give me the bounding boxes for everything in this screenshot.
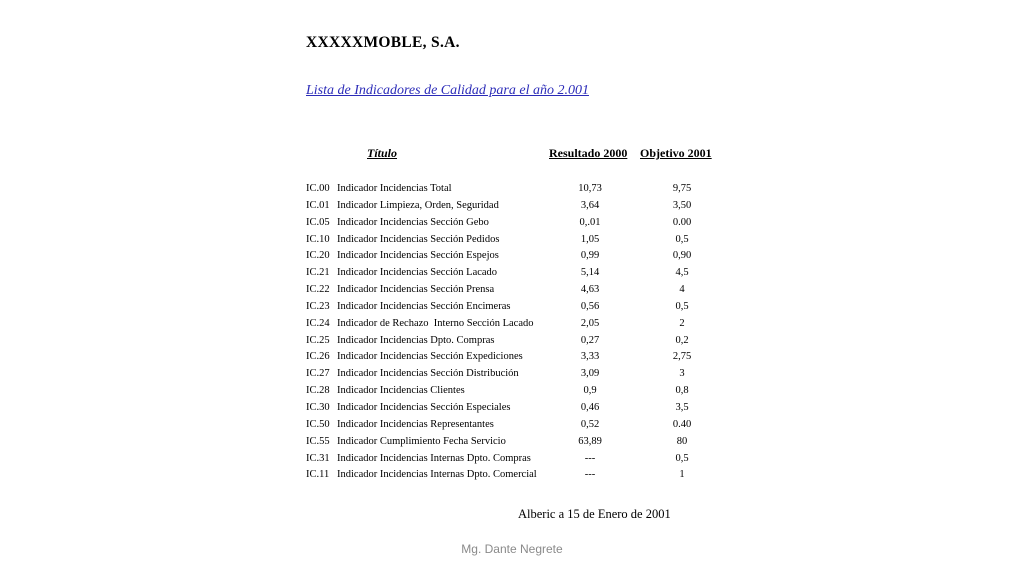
objective-2001: 0.00	[672, 216, 692, 228]
table-row	[0, 234, 1024, 251]
indicator-code: IC.00	[306, 183, 330, 194]
indicator-name: Indicador Incidencias Internas Dpto. Comercial	[337, 469, 537, 481]
column-header-title: Título	[367, 146, 398, 160]
objective-2001: 0.40	[672, 418, 692, 430]
table-row	[0, 284, 1024, 301]
result-2000: 3,09	[580, 368, 600, 380]
indicator-code: IC.24	[306, 317, 330, 329]
indicator-code: IC.11	[306, 469, 330, 481]
table-row	[0, 351, 1024, 368]
company-name: XXXXXMOBLE, S.A.	[306, 34, 460, 51]
result-2000: 3,64	[580, 199, 600, 211]
table-row	[0, 402, 1024, 419]
table-row	[0, 469, 1024, 486]
objective-2001: 9,75	[672, 183, 692, 194]
result-2000: 63,89	[578, 435, 602, 447]
result-2000: 0,9	[583, 385, 597, 397]
result-2000: ---	[584, 452, 596, 464]
indicator-name: Indicador Incidencias Sección Pedidos	[337, 233, 500, 245]
objective-2001: 4	[679, 284, 685, 296]
objective-2001: 0,5	[675, 300, 689, 312]
objective-2001: 0,8	[675, 385, 689, 397]
objective-2001: 2	[679, 317, 685, 329]
indicator-name: Indicador Incidencias Representantes	[337, 418, 494, 430]
result-2000: 5,14	[580, 267, 600, 279]
objective-2001: 2,75	[672, 351, 692, 363]
result-2000: 0,27	[580, 334, 600, 346]
indicator-name: Indicador Incidencias Sección Prensa	[337, 284, 495, 296]
indicator-code: IC.10	[306, 233, 330, 245]
result-2000: 0,52	[580, 418, 600, 430]
indicator-name: Indicador Incidencias Dpto. Compras	[337, 334, 495, 346]
objective-2001: 0,2	[675, 334, 689, 346]
indicator-code: IC.25	[306, 334, 330, 346]
table-row	[0, 335, 1024, 352]
result-2000: 2,05	[580, 317, 600, 329]
table-row	[0, 436, 1024, 453]
indicator-code: IC.27	[306, 368, 330, 380]
indicator-name: Indicador Incidencias Total	[337, 183, 452, 194]
table-row	[0, 183, 1024, 200]
objective-2001: 3,5	[675, 401, 689, 413]
indicator-code: IC.30	[306, 401, 330, 413]
result-2000: 0,46	[580, 401, 600, 413]
indicator-name: Indicador Limpieza, Orden, Seguridad	[337, 199, 499, 211]
objective-2001: 0,5	[675, 452, 689, 464]
indicator-name: Indicador Incidencias Clientes	[337, 385, 465, 397]
objective-2001: 80	[676, 435, 688, 447]
result-2000: 0,99	[580, 250, 600, 262]
result-2000: 1,05	[580, 233, 600, 245]
column-header-objective: Objetivo 2001	[640, 146, 712, 160]
indicator-code: IC.26	[306, 351, 330, 363]
indicator-code: IC.01	[306, 199, 330, 211]
objective-2001: 3	[679, 368, 685, 380]
table-row	[0, 267, 1024, 284]
objective-2001: 4,5	[675, 267, 689, 279]
indicator-name: Indicador de Rechazo Interno Sección Lacado	[337, 317, 534, 329]
indicator-name: Indicador Incidencias Sección Distribución	[337, 368, 519, 380]
indicator-code: IC.55	[306, 435, 330, 447]
result-2000: 4,63	[580, 284, 600, 296]
indicator-name: Indicador Incidencias Sección Gebo	[337, 216, 489, 228]
indicator-code: IC.23	[306, 300, 330, 312]
table-row	[0, 250, 1024, 267]
author-credit: Mg. Dante Negrete	[461, 542, 563, 556]
result-2000: 0,.01	[579, 216, 601, 228]
column-header-result: Resultado 2000	[549, 146, 628, 160]
indicator-name: Indicador Incidencias Sección Especiales	[337, 401, 511, 413]
table-row	[0, 419, 1024, 436]
table-row	[0, 453, 1024, 470]
objective-2001: 0,5	[675, 233, 689, 245]
objective-2001: 1	[679, 469, 685, 481]
result-2000: 10,73	[578, 183, 602, 194]
indicator-code: IC.05	[306, 216, 330, 228]
table-row	[0, 217, 1024, 234]
indicator-table	[0, 183, 1024, 486]
table-row	[0, 200, 1024, 217]
table-row	[0, 301, 1024, 318]
result-2000: 3,33	[580, 351, 600, 363]
indicator-code: IC.31	[306, 452, 330, 464]
table-row	[0, 385, 1024, 402]
footer-date: Alberic a 15 de Enero de 2001	[518, 507, 671, 521]
indicator-code: IC.50	[306, 418, 330, 430]
result-2000: ---	[584, 469, 596, 481]
indicator-code: IC.28	[306, 385, 330, 397]
indicator-name: Indicador Cumplimiento Fecha Servicio	[337, 435, 506, 447]
indicator-name: Indicador Incidencias Sección Expediciones	[337, 351, 523, 363]
indicator-name: Indicador Incidencias Sección Encimeras	[337, 300, 511, 312]
indicator-name: Indicador Incidencias Sección Lacado	[337, 267, 498, 279]
result-2000: 0,56	[580, 300, 600, 312]
document-subtitle: Lista de Indicadores de Calidad para el año 2.001	[306, 83, 589, 98]
table-row	[0, 368, 1024, 385]
table-row	[0, 318, 1024, 335]
indicator-code: IC.22	[306, 284, 330, 296]
indicator-name: Indicador Incidencias Internas Dpto. Compras	[337, 452, 531, 464]
indicator-code: IC.20	[306, 250, 330, 262]
objective-2001: 3,50	[672, 199, 692, 211]
indicator-code: IC.21	[306, 267, 330, 279]
indicator-name: Indicador Incidencias Sección Espejos	[337, 250, 499, 262]
objective-2001: 0,90	[672, 250, 692, 262]
